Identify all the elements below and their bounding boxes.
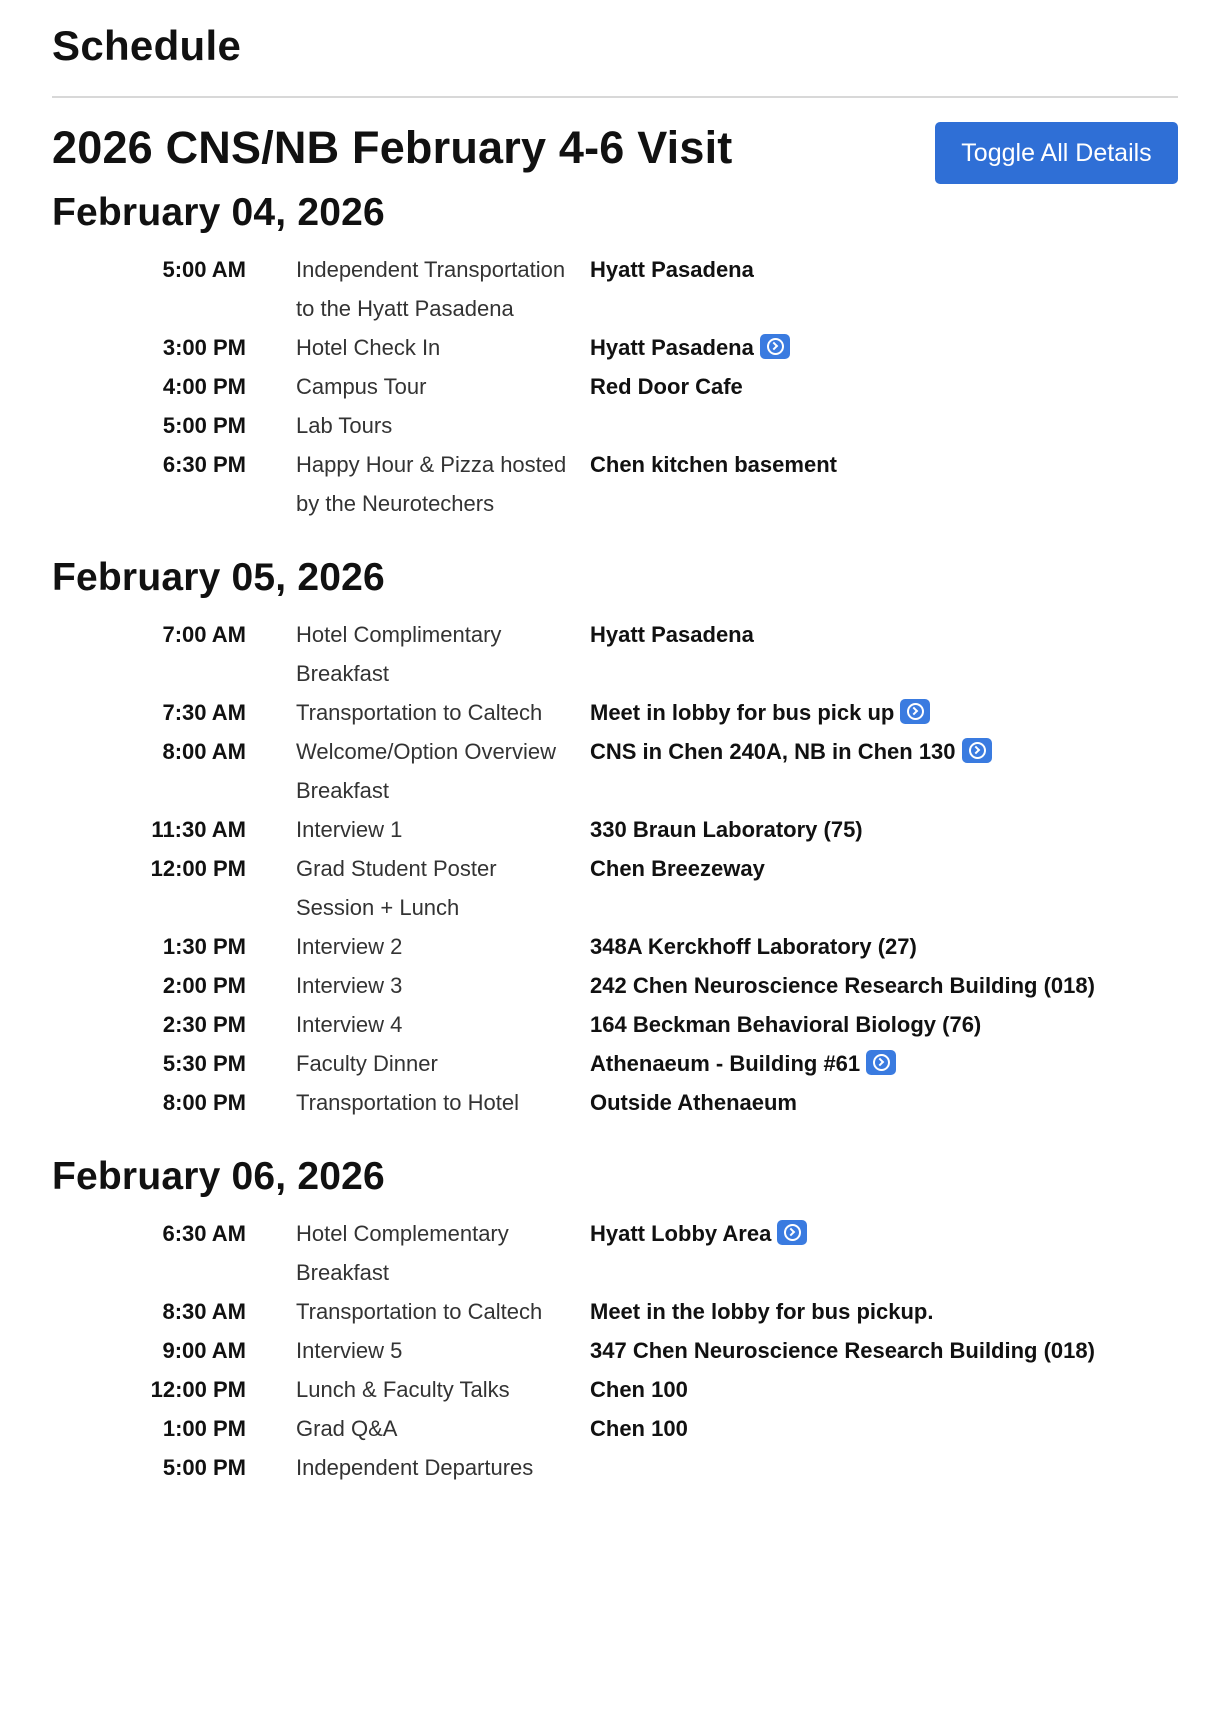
event-row [52,1448,1178,1487]
event-location [590,1044,1178,1083]
event-location [590,1409,1178,1448]
event-description: Interview 3 [296,973,403,998]
event-location-label: 164 Beckman Behavioral Biology (76) [590,1012,982,1037]
event-location [590,1370,1178,1409]
event-location [590,693,1178,732]
event-description: Independent Departures [296,1455,534,1480]
event-description: Independent Transportation to the Hyatt Pasadena [296,257,566,321]
event-description: Grad Student Poster Session + Lunch [296,856,497,920]
event-description: Transportation to Caltech [296,1299,543,1324]
event-row [52,250,1178,328]
event-row [52,367,1178,406]
event-location-label: Meet in the lobby for bus pickup. [590,1299,934,1324]
event-location-label: Hyatt Pasadena [590,622,754,647]
event-location-label: Chen 100 [590,1377,688,1402]
event-row [52,849,1178,927]
event-location [590,1331,1178,1370]
event-time: 5:00 AM [162,257,246,282]
event-row [52,1292,1178,1331]
event-location-label: Chen kitchen basement [590,452,837,477]
day-separator [52,1122,1178,1152]
page-title: Schedule [52,22,242,69]
event-description: Grad Q&A [296,1416,398,1441]
event-time: 5:00 PM [162,1455,246,1480]
event-location-label: 347 Chen Neuroscience Research Building (018) [590,1338,1095,1363]
event-location [590,1005,1178,1044]
event-row [52,1214,1178,1292]
event-location [590,732,1178,771]
event-location-label: 348A Kerckhoff Laboratory (27) [590,934,917,959]
day-title: February 04, 2026 [52,191,385,234]
event-time: 9:00 AM [162,1338,246,1363]
event-row [52,1370,1178,1409]
details-chevron-icon[interactable] [760,334,790,359]
event-location [590,1214,1178,1253]
event-description: Transportation to Caltech [296,700,543,725]
event-row [52,966,1178,1005]
event-time: 2:30 PM [162,1012,246,1037]
event-location-label: Meet in lobby for bus pick up [590,700,895,725]
event-location-label: Red Door Cafe [590,374,743,399]
event-row [52,1083,1178,1122]
toggle-all-details-button[interactable]: Toggle All Details [935,122,1178,184]
visit-title: 2026 CNS/NB February 4-6 Visit [52,122,733,173]
event-location [590,849,1178,888]
event-description: Hotel Check In [296,335,441,360]
day-title: February 05, 2026 [52,556,385,599]
event-location-label: 242 Chen Neuroscience Research Building (018) [590,973,1095,998]
event-description: Lab Tours [296,413,393,438]
visit-header [52,122,1178,186]
event-row [52,732,1178,810]
event-time: 8:00 AM [162,739,246,764]
event-location [590,367,1178,406]
event-row [52,406,1178,445]
event-location-label: Chen Breezeway [590,856,765,881]
event-location [590,927,1178,966]
event-row [52,1331,1178,1370]
event-location [590,810,1178,849]
event-time: 12:00 PM [150,856,246,881]
event-location-label: Hyatt Pasadena [590,257,754,282]
event-description: Welcome/Option Overview Breakfast [296,739,557,803]
event-time: 11:30 AM [151,817,246,842]
event-row [52,1005,1178,1044]
event-location [590,328,1178,367]
event-time: 8:30 AM [162,1299,246,1324]
day-title: February 06, 2026 [52,1155,385,1198]
event-time: 3:00 PM [162,335,246,360]
header-divider [52,96,1178,98]
event-location-label: Hyatt Lobby Area [590,1221,772,1246]
event-location [590,250,1178,289]
event-row [52,810,1178,849]
event-row [52,693,1178,732]
event-description: Happy Hour & Pizza hosted by the Neurotechers [296,452,567,516]
event-location [590,445,1178,484]
event-time: 6:30 AM [162,1221,246,1246]
event-location-label: Hyatt Pasadena [590,335,754,360]
event-description: Interview 1 [296,817,403,842]
event-time: 4:00 PM [162,374,246,399]
day-section [52,553,1178,1122]
event-location [590,1292,1178,1331]
event-description: Interview 2 [296,934,403,959]
event-location [590,1083,1178,1122]
event-description: Interview 5 [296,1338,403,1363]
event-description: Lunch & Faculty Talks [296,1377,510,1402]
day-separator [52,523,1178,553]
event-location-label: Chen 100 [590,1416,688,1441]
details-chevron-icon[interactable] [900,699,930,724]
event-time: 8:00 PM [162,1090,246,1115]
event-row [52,1044,1178,1083]
event-row [52,615,1178,693]
event-row [52,927,1178,966]
event-location-label: Athenaeum - Building #61 [590,1051,861,1076]
details-chevron-icon[interactable] [866,1050,896,1075]
event-time: 2:00 PM [162,973,246,998]
event-time: 6:30 PM [162,452,246,477]
event-location [590,966,1178,1005]
day-section [52,1152,1178,1487]
event-row [52,445,1178,523]
event-description: Faculty Dinner [296,1051,438,1076]
event-location [590,615,1178,654]
day-section [52,188,1178,523]
event-description: Hotel Complimentary Breakfast [296,622,502,686]
event-description: Campus Tour [296,374,427,399]
event-time: 5:30 PM [162,1051,246,1076]
event-description: Hotel Complementary Breakfast [296,1221,509,1285]
event-location-label: CNS in Chen 240A, NB in Chen 130 [590,739,956,764]
event-location-label: 330 Braun Laboratory (75) [590,817,863,842]
details-chevron-icon[interactable] [777,1220,807,1245]
event-time: 7:00 AM [162,622,246,647]
event-time: 5:00 PM [162,413,246,438]
details-chevron-icon[interactable] [962,738,992,763]
event-description: Transportation to Hotel [296,1090,519,1115]
event-time: 1:30 PM [162,934,246,959]
event-description: Interview 4 [296,1012,403,1037]
schedule-list [52,188,1178,1487]
event-time: 7:30 AM [162,700,246,725]
event-time: 12:00 PM [150,1377,246,1402]
event-time: 1:00 PM [162,1416,246,1441]
event-location-label: Outside Athenaeum [590,1090,797,1115]
event-row [52,328,1178,367]
event-row [52,1409,1178,1448]
